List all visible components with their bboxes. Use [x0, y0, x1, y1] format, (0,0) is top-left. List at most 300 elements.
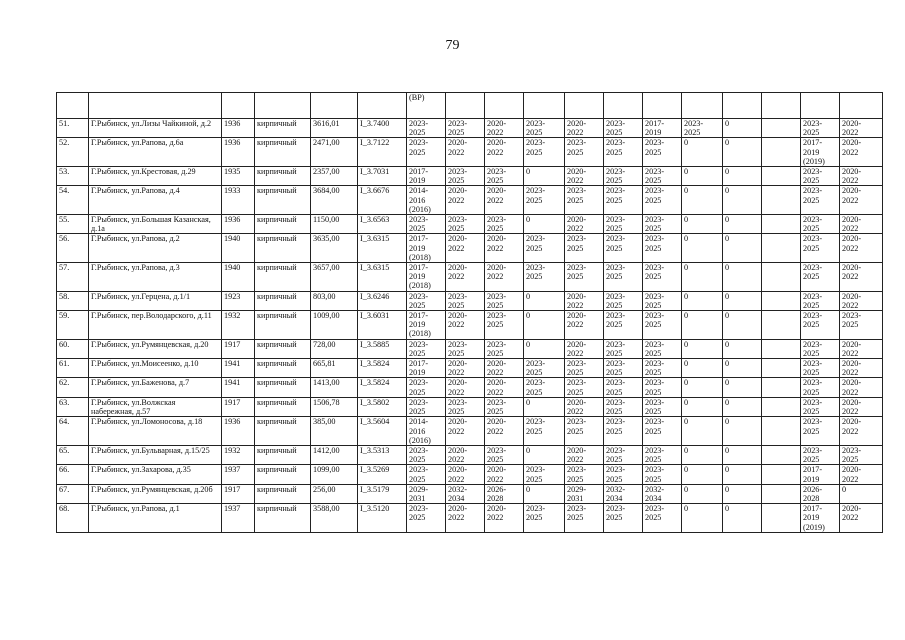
table-cell: 2023- 2025 — [801, 234, 840, 263]
table-cell: I_3.5313 — [358, 445, 407, 464]
table-cell: 2020- 2022 — [485, 465, 524, 484]
header-cell — [485, 93, 524, 119]
table-cell: 2023- 2025 — [446, 215, 485, 234]
table-cell: 2023- 2025 — [524, 263, 565, 292]
table-cell: 0 — [682, 445, 723, 464]
table-cell: 1936 — [222, 138, 255, 167]
table-cell: 0 — [723, 215, 762, 234]
table-cell: 2023- 2025 — [604, 311, 643, 340]
table-cell: I_3.5885 — [358, 339, 407, 358]
table-cell: Г.Рыбинск, ул.Бульварная, д.15/25 — [89, 445, 222, 464]
table-cell: 61. — [57, 359, 89, 378]
table-cell: 2023- 2025 — [446, 167, 485, 186]
table-cell: 2023- 2025 — [524, 359, 565, 378]
table-cell: 2023- 2025 — [801, 359, 840, 378]
table-cell: Г.Рыбинск, ул.Рапова, д.4 — [89, 186, 222, 215]
table-cell: 0 — [682, 291, 723, 310]
table-cell: 2020- 2022 — [565, 291, 604, 310]
table-cell: 2023- 2025 — [643, 167, 682, 186]
table-cell: I_3.5824 — [358, 378, 407, 397]
table-cell: 0 — [723, 311, 762, 340]
table-cell: 2023- 2025 — [485, 339, 524, 358]
table-cell: 1941 — [222, 378, 255, 397]
table-cell: кирпичный — [255, 359, 311, 378]
table-cell: 2023- 2025 — [604, 504, 643, 533]
table-cell: 2026- 2028 — [801, 484, 840, 503]
table-cell: 3616,01 — [311, 119, 358, 138]
table-cell: 2023- 2025 — [446, 291, 485, 310]
table-cell: 2023- 2025 — [801, 378, 840, 397]
table-cell: 2020- 2022 — [565, 445, 604, 464]
table-cell: 2023- 2025 — [524, 234, 565, 263]
table-cell: 2023- 2025 — [643, 234, 682, 263]
table-row — [57, 186, 883, 215]
table-cell: 2020- 2022 — [446, 378, 485, 397]
table-cell: Г.Рыбинск, ул.Моисеенко, д.10 — [89, 359, 222, 378]
header-cell — [682, 93, 723, 119]
table-cell — [762, 234, 801, 263]
table-cell: 1923 — [222, 291, 255, 310]
table-cell: 2020- 2022 — [485, 378, 524, 397]
header-cell — [762, 93, 801, 119]
table-cell: 2023- 2025 — [604, 445, 643, 464]
table-cell: 62. — [57, 378, 89, 397]
table-cell: 2014- 2016 (2016) — [407, 186, 446, 215]
table-cell: 1936 — [222, 417, 255, 446]
table-cell: 2023- 2025 — [801, 186, 840, 215]
table-cell — [762, 397, 801, 416]
table-cell: 2023- 2025 — [643, 378, 682, 397]
table-cell: 1936 — [222, 215, 255, 234]
table-cell: 0 — [524, 484, 565, 503]
table-cell: 0 — [723, 465, 762, 484]
table-cell: I_3.5802 — [358, 397, 407, 416]
table-row — [57, 234, 883, 263]
table-cell: 1917 — [222, 484, 255, 503]
table-cell: 58. — [57, 291, 89, 310]
table-cell: 2020- 2022 — [565, 397, 604, 416]
table-cell — [762, 445, 801, 464]
table-cell: 66. — [57, 465, 89, 484]
table-row — [57, 263, 883, 292]
table-cell: 2023- 2025 — [524, 465, 565, 484]
table-cell: 2023- 2025 — [604, 359, 643, 378]
table-cell: 0 — [723, 484, 762, 503]
table-cell: 3684,00 — [311, 186, 358, 215]
table-cell: 2023- 2025 — [643, 291, 682, 310]
table-cell: 2023- 2025 — [643, 417, 682, 446]
table-cell: 2023- 2025 — [643, 504, 682, 533]
table-cell: 2023- 2025 — [446, 119, 485, 138]
table-cell: 2032- 2034 — [604, 484, 643, 503]
table-cell: 2023- 2025 — [604, 234, 643, 263]
table-cell: 1935 — [222, 167, 255, 186]
table-cell: 0 — [840, 484, 883, 503]
table-cell: 0 — [682, 311, 723, 340]
table-cell — [762, 484, 801, 503]
table-cell: I_3.6315 — [358, 263, 407, 292]
table-cell: 2023- 2025 — [643, 215, 682, 234]
table-cell: кирпичный — [255, 119, 311, 138]
table-cell: 2023- 2025 — [643, 186, 682, 215]
table-cell: Г.Рыбинск, ул.Герцена, д.1/1 — [89, 291, 222, 310]
table-cell: 2023- 2025 — [801, 445, 840, 464]
table-cell: 2023- 2025 — [682, 119, 723, 138]
table-cell: I_3.5179 — [358, 484, 407, 503]
table-cell: 2023- 2025 — [565, 186, 604, 215]
table-cell: кирпичный — [255, 378, 311, 397]
table-cell: кирпичный — [255, 311, 311, 340]
table-cell: кирпичный — [255, 484, 311, 503]
table-cell: 2023- 2025 — [407, 378, 446, 397]
table-cell: 0 — [524, 215, 565, 234]
table-cell: Г.Рыбинск, ул.Баженова, д.7 — [89, 378, 222, 397]
table-cell: 2471,00 — [311, 138, 358, 167]
table-cell: 2023- 2025 — [524, 378, 565, 397]
table-cell: 2020- 2022 — [446, 417, 485, 446]
table-cell: 2023- 2025 — [485, 167, 524, 186]
table-cell: кирпичный — [255, 339, 311, 358]
table-cell: 0 — [723, 291, 762, 310]
table-cell: Г.Рыбинск, ул.Рапова, д.1 — [89, 504, 222, 533]
table-cell: 2017- 2019 — [407, 359, 446, 378]
table-cell: 2023- 2025 — [524, 504, 565, 533]
table-cell: 2017- 2019 (2019) — [801, 504, 840, 533]
table-cell: 0 — [524, 311, 565, 340]
table-cell: 0 — [723, 378, 762, 397]
table-row — [57, 339, 883, 358]
table-row — [57, 119, 883, 138]
header-cell — [222, 93, 255, 119]
table-cell: кирпичный — [255, 291, 311, 310]
table-cell: кирпичный — [255, 417, 311, 446]
table-cell: 2020- 2022 — [840, 378, 883, 397]
table-cell: 1937 — [222, 465, 255, 484]
table-cell: 2020- 2022 — [840, 417, 883, 446]
table-cell: 0 — [682, 359, 723, 378]
table-cell: 2023- 2025 — [485, 215, 524, 234]
table-cell: 2023- 2025 — [407, 291, 446, 310]
table-cell: 1917 — [222, 397, 255, 416]
table-cell: 2023- 2025 — [643, 445, 682, 464]
table-cell: кирпичный — [255, 215, 311, 234]
table-cell: 2023- 2025 — [801, 263, 840, 292]
table-cell: 2023- 2025 — [801, 119, 840, 138]
table-cell: 2017- 2019 — [407, 167, 446, 186]
header-cell — [255, 93, 311, 119]
table-cell: 0 — [723, 359, 762, 378]
table-cell: кирпичный — [255, 167, 311, 186]
table-cell: 0 — [682, 167, 723, 186]
table-row — [57, 465, 883, 484]
table-cell: 0 — [682, 339, 723, 358]
table-cell: 2023- 2025 — [840, 445, 883, 464]
table-cell: 2020- 2022 — [840, 263, 883, 292]
table-cell: 2023- 2025 — [801, 167, 840, 186]
table-cell: 2023- 2025 — [643, 359, 682, 378]
table-cell: 2023- 2025 — [604, 138, 643, 167]
table-cell: 2020- 2022 — [485, 234, 524, 263]
table-cell: 665,81 — [311, 359, 358, 378]
table-cell: 1940 — [222, 234, 255, 263]
table-cell: 2020- 2022 — [565, 119, 604, 138]
table-cell: 1413,00 — [311, 378, 358, 397]
table-cell — [762, 138, 801, 167]
table-cell: 0 — [723, 119, 762, 138]
table-cell: кирпичный — [255, 397, 311, 416]
table-cell — [762, 167, 801, 186]
table-cell — [762, 378, 801, 397]
table-cell: I_3.7031 — [358, 167, 407, 186]
header-cell — [723, 93, 762, 119]
table-cell: 68. — [57, 504, 89, 533]
table-cell: 2023- 2025 — [604, 465, 643, 484]
table-cell: 55. — [57, 215, 89, 234]
table-cell: 2020- 2022 — [565, 339, 604, 358]
table-cell: 56. — [57, 234, 89, 263]
table-cell: 2020- 2022 — [446, 359, 485, 378]
table-cell: 1099,00 — [311, 465, 358, 484]
table-cell: Г.Рыбинск, ул.Рапова, д.3 — [89, 263, 222, 292]
table-row — [57, 138, 883, 167]
table-cell: 2020- 2022 — [840, 119, 883, 138]
table-cell: 2032- 2034 — [643, 484, 682, 503]
table-cell: 2020- 2022 — [485, 119, 524, 138]
table-cell: 2023- 2025 — [643, 263, 682, 292]
table-cell: 3657,00 — [311, 263, 358, 292]
table-cell: 60. — [57, 339, 89, 358]
table-cell: 2020- 2022 — [840, 504, 883, 533]
table-cell: 2023- 2025 — [407, 138, 446, 167]
table-cell: 2023- 2025 — [446, 339, 485, 358]
table-cell: 2023- 2025 — [604, 291, 643, 310]
table-cell: кирпичный — [255, 465, 311, 484]
table-cell: 2023- 2025 — [801, 291, 840, 310]
table-cell: 2023- 2025 — [801, 311, 840, 340]
table-cell: 0 — [682, 484, 723, 503]
table-cell: 0 — [723, 445, 762, 464]
table-cell — [762, 311, 801, 340]
table-row — [57, 291, 883, 310]
table-cell: 2023- 2025 — [407, 504, 446, 533]
header-cell — [89, 93, 222, 119]
table-cell — [762, 119, 801, 138]
table-cell: 2020- 2022 — [485, 359, 524, 378]
table-cell: 2023- 2025 — [565, 263, 604, 292]
table-cell: I_3.6031 — [358, 311, 407, 340]
table-cell: Г.Рыбинск, ул.Ломоносова, д.18 — [89, 417, 222, 446]
table-cell: 2023- 2025 — [446, 397, 485, 416]
header-cell — [604, 93, 643, 119]
table-cell: 1937 — [222, 504, 255, 533]
table-cell: 0 — [682, 417, 723, 446]
table-cell: 2023- 2025 — [604, 167, 643, 186]
table-cell: 2023- 2025 — [524, 186, 565, 215]
table-cell: 64. — [57, 417, 89, 446]
header-cell — [446, 93, 485, 119]
table-cell: 0 — [723, 339, 762, 358]
table-cell: 2023- 2025 — [801, 339, 840, 358]
table-cell: 1936 — [222, 119, 255, 138]
header-cell — [801, 93, 840, 119]
table-cell: 0 — [723, 167, 762, 186]
table-cell: 3635,00 — [311, 234, 358, 263]
table-cell: 2023- 2025 — [407, 397, 446, 416]
table-cell: I_3.7400 — [358, 119, 407, 138]
table-cell: I_3.5120 — [358, 504, 407, 533]
table-cell: 2023- 2025 — [801, 417, 840, 446]
table-cell: 2023- 2025 — [565, 378, 604, 397]
table-cell: 2023- 2025 — [407, 465, 446, 484]
table-cell: 728,00 — [311, 339, 358, 358]
header-cell — [311, 93, 358, 119]
table-cell: 2020- 2022 — [446, 445, 485, 464]
table-cell: 2020- 2022 — [565, 167, 604, 186]
table-cell: 2023- 2025 — [643, 397, 682, 416]
table-cell: кирпичный — [255, 445, 311, 464]
table-cell: 2023- 2025 — [604, 186, 643, 215]
table-cell: 2020- 2022 — [840, 234, 883, 263]
table-cell: 2023- 2025 — [407, 445, 446, 464]
table-cell: 2020- 2022 — [840, 167, 883, 186]
table-cell: 2020- 2022 — [446, 311, 485, 340]
table-row — [57, 378, 883, 397]
table-cell: Г.Рыбинск, пер.Володарского, д.11 — [89, 311, 222, 340]
table-cell: 2020- 2022 — [840, 291, 883, 310]
table-cell: 2023- 2025 — [604, 215, 643, 234]
table-cell: 2020- 2022 — [446, 186, 485, 215]
table-cell: 2026- 2028 — [485, 484, 524, 503]
table-cell: 2023- 2025 — [407, 215, 446, 234]
table-cell: 0 — [682, 234, 723, 263]
table-cell: I_3.6563 — [358, 215, 407, 234]
table-cell: 0 — [723, 417, 762, 446]
table-cell: Г.Рыбинск, ул.Румянцевская, д.20 — [89, 339, 222, 358]
table-cell: Г.Рыбинск, ул.Волжская набережная, д.57 — [89, 397, 222, 416]
table-row — [57, 484, 883, 503]
table-cell: 1933 — [222, 186, 255, 215]
table-cell: 2020- 2022 — [565, 215, 604, 234]
table-cell: Г.Рыбинск, ул.Лизы Чайкиной, д.2 — [89, 119, 222, 138]
table-cell: Г.Рыбинск, ул.Рапова, д.2 — [89, 234, 222, 263]
table-cell — [762, 359, 801, 378]
table-cell: 2020- 2022 — [446, 138, 485, 167]
table-cell: 0 — [723, 504, 762, 533]
table-cell: 1506,78 — [311, 397, 358, 416]
table-cell: 0 — [723, 186, 762, 215]
table-cell: 2023- 2025 — [485, 291, 524, 310]
table-cell: Г.Рыбинск, ул.Большая Казанская, д.1а — [89, 215, 222, 234]
table-cell: 2029- 2031 — [407, 484, 446, 503]
table-cell: 63. — [57, 397, 89, 416]
page-number: 79 — [445, 38, 460, 53]
table-cell: 2357,00 — [311, 167, 358, 186]
table-cell: 2017- 2019 (2018) — [407, 234, 446, 263]
table-cell — [762, 263, 801, 292]
table-cell: 2023- 2025 — [643, 465, 682, 484]
table-cell: 0 — [723, 138, 762, 167]
table-cell: 2023- 2025 — [565, 417, 604, 446]
table-cell: 2020- 2022 — [840, 138, 883, 167]
table-cell: 2023- 2025 — [604, 119, 643, 138]
table-cell: 2020- 2022 — [840, 397, 883, 416]
table-cell: 2023- 2025 — [604, 378, 643, 397]
table-cell: 2017- 2019 (2018) — [407, 311, 446, 340]
table-cell: 803,00 — [311, 291, 358, 310]
header-cell: (ВР) — [407, 93, 446, 119]
table-cell: 2023- 2025 — [565, 234, 604, 263]
table-cell: 2020- 2022 — [485, 263, 524, 292]
table-cell: 0 — [723, 397, 762, 416]
table-cell: 1917 — [222, 339, 255, 358]
table-cell: 2020- 2022 — [840, 359, 883, 378]
table-cell: 2023- 2025 — [643, 339, 682, 358]
table-cell: 2020- 2022 — [446, 234, 485, 263]
table-cell: 53. — [57, 167, 89, 186]
table-cell: 2023- 2025 — [565, 138, 604, 167]
header-cell — [840, 93, 883, 119]
table-cell: кирпичный — [255, 138, 311, 167]
table-cell: 2029- 2031 — [565, 484, 604, 503]
table-cell: 0 — [682, 263, 723, 292]
table-row — [57, 215, 883, 234]
table-cell: I_3.7122 — [358, 138, 407, 167]
table-cell: 2020- 2022 — [840, 339, 883, 358]
table-cell: 2023- 2025 — [485, 445, 524, 464]
table-cell: 2023- 2025 — [643, 138, 682, 167]
table-row — [57, 359, 883, 378]
table-cell — [762, 215, 801, 234]
table-cell: 2023- 2025 — [485, 311, 524, 340]
table-cell: 385,00 — [311, 417, 358, 446]
table-cell: I_3.6246 — [358, 291, 407, 310]
header-cell — [57, 93, 89, 119]
table-header-row — [57, 93, 883, 119]
table-cell: 0 — [524, 291, 565, 310]
table-cell: 0 — [524, 339, 565, 358]
table-cell: 2020- 2022 — [840, 186, 883, 215]
header-cell — [643, 93, 682, 119]
table-cell: 2023- 2025 — [565, 465, 604, 484]
table-cell: 2017- 2019 — [643, 119, 682, 138]
table-cell: Г.Рыбинск, ул.Крестовая, д.29 — [89, 167, 222, 186]
housing-register-table — [56, 92, 883, 533]
table-cell: 0 — [723, 234, 762, 263]
table-cell: 2023- 2025 — [604, 339, 643, 358]
table-cell: 2020- 2022 — [485, 504, 524, 533]
table-cell: 2023- 2025 — [524, 138, 565, 167]
table-cell: 54. — [57, 186, 89, 215]
table-cell: 256,00 — [311, 484, 358, 503]
table-cell: 1412,00 — [311, 445, 358, 464]
table-cell: 2020- 2022 — [840, 215, 883, 234]
table-cell: I_3.5269 — [358, 465, 407, 484]
table-cell: 2017- 2019 (2018) — [407, 263, 446, 292]
table-cell: 2023- 2025 — [524, 417, 565, 446]
table-cell: 0 — [682, 138, 723, 167]
table-cell: 1932 — [222, 311, 255, 340]
table-cell: 2023- 2025 — [485, 397, 524, 416]
table-cell: 1150,00 — [311, 215, 358, 234]
table-cell: 2017- 2019 (2019) — [801, 138, 840, 167]
table-cell: 2020- 2022 — [485, 417, 524, 446]
table-cell — [762, 186, 801, 215]
table-cell: 0 — [682, 465, 723, 484]
table-cell: 2023- 2025 — [604, 397, 643, 416]
table-cell: 2023- 2025 — [840, 311, 883, 340]
table-cell: 2020- 2022 — [485, 186, 524, 215]
table-cell: кирпичный — [255, 186, 311, 215]
